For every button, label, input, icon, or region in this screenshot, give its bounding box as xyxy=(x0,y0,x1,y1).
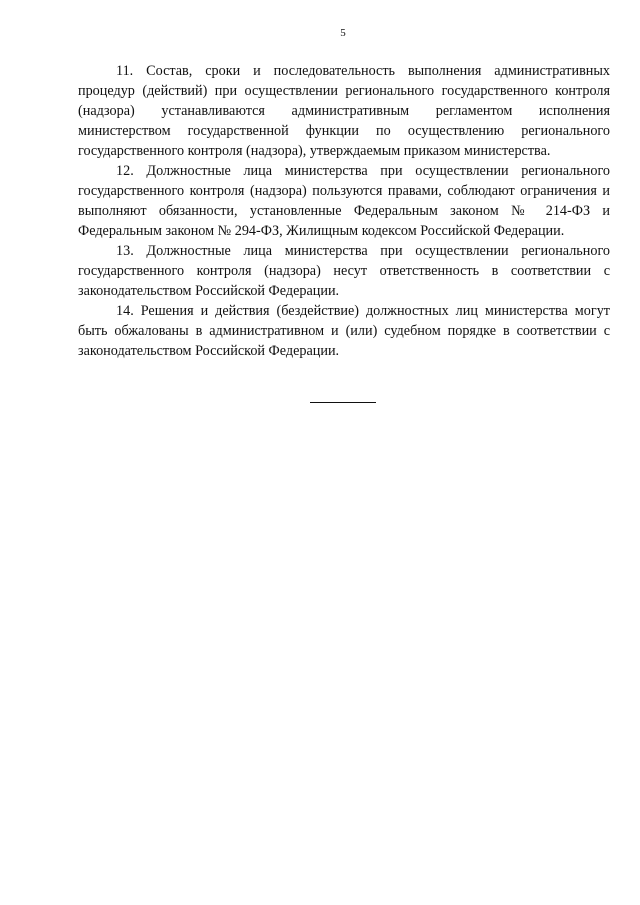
paragraph-14: 14. Решения и действия (бездействие) должностных лиц министерства могут быть обжалованы в административном и (или) судебном порядке в соответствии с законодательством Российской Федерации. xyxy=(78,303,610,359)
end-of-document-rule xyxy=(310,402,376,403)
document-body xyxy=(78,61,610,361)
paragraph-12: 12. Должностные лица министерства при осуществлении регионального государственного контроля (надзора) пользуются правами, соблюдают ограничения и выполняют обязанности, установленные Федеральным законом № 214-ФЗ и Федеральным законом № 294-ФЗ, Жилищным кодексом Российской Федерации. xyxy=(78,163,610,239)
page-number: 5 xyxy=(340,27,346,39)
paragraph-13: 13. Должностные лица министерства при осуществлении регионального государственного контроля (надзора) несут ответственность в соответствии с законодательством Российской Федерации. xyxy=(78,243,610,299)
paragraph-11: 11. Состав, сроки и последовательность выполнения административных процедур (действий) при осуществлении регионального государственного контроля (надзора) устанавливаются административным регламентом исполнения министерством государственной функции по осуществлению регионального государственного контроля (надзора), утверждаемым приказом министерства. xyxy=(78,63,610,159)
